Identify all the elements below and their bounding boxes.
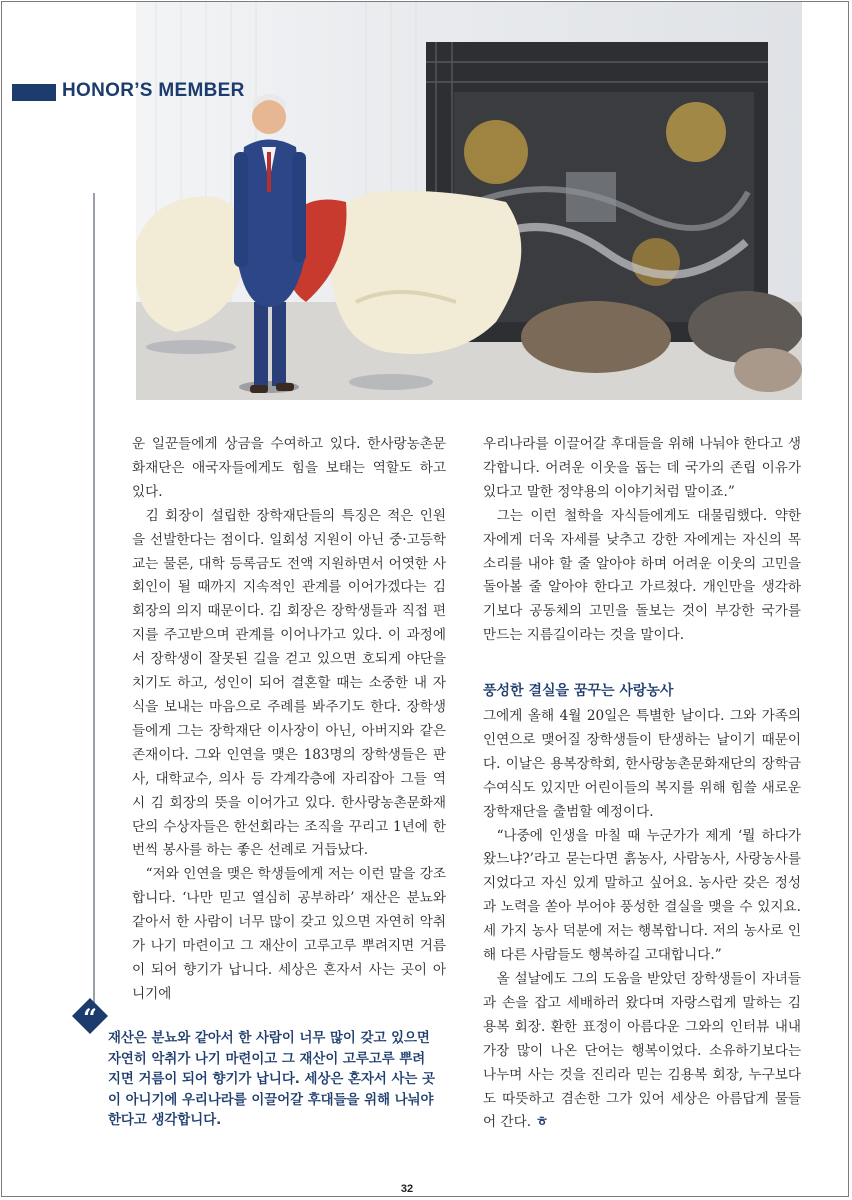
paragraph: 그에게 올해 4월 20일은 특별한 날이다. 그와 가족의 인연으로 맺어질 장학생들이 탄생하는 날이기 때문이다. 이날은 용복장학회, 한사랑농촌문화재단의 장학금 수여식도 있지만 어린이들의 복지를 위해 힘쓸 새로운 장학재단을 출범할 예정이다. xyxy=(483,708,801,820)
paragraph: 우리나라를 이끌어갈 후대들을 위해 나눠야 한다고 생각합니다. 어려운 이웃을 돕는 데 국가의 존립 이유가 있다고 말한 정약용의 이야기처럼 말이죠.” xyxy=(483,436,801,500)
article-column-left xyxy=(132,433,446,1007)
article-column-right-top xyxy=(483,433,801,648)
quote-mark: “ xyxy=(83,1003,97,1032)
paragraph: 그는 이런 철학을 자식들에게도 대물림했다. 약한 자에게 더욱 자세를 낮추고 강한 자에게는 자신의 목소리를 내야 할 줄 알아야 하며 어려운 이웃의 고민을 돌아볼 줄 알아야 한다고 가르쳤다. 개인만을 생각하기보다 공동체의 고민을 돌보는 것이 부강한 국가를 만드는 지름길이라는 것을 말이다. xyxy=(483,507,801,644)
subheading: 풍성한 결실을 꿈꾸는 사랑농사 xyxy=(483,683,674,699)
hero-photo-illustration xyxy=(136,2,802,400)
page-number: 32 xyxy=(400,1183,414,1195)
paragraph-text: 올 설날에도 그의 도움을 받았던 장학생들이 자녀들과 손을 잡고 세배하러 왔다며 자랑스럽게 말하는 김용복 회장. 환한 표정이 아름다운 그와의 인터뷰 내내 가장 많이 나온 단어는 행복이었다. 소유하기보다는 나누며 사는 것을 진리라 믿는 김용복 회장, 누구보다도 따뜻하고 겸손한 그가 있어 세상은 아름답게 물들어 간다. xyxy=(483,970,801,1131)
paragraph xyxy=(483,968,801,1135)
quote-icon xyxy=(72,998,108,1034)
article-column-right-bottom xyxy=(483,705,801,1135)
paragraph: 김 회장이 설립한 장학재단들의 특징은 적은 인원을 선발한다는 점이다. 일회성 지원이 아닌 중·고등학교는 물론, 대학 등록금도 전액 지원하면서 어엿한 사회인이 될 때까지 지속적인 관계를 이어가겠다는 김 회장의 의지 때문이다. 김 회장은 장학생들과 직접 편지를 주고받으며 관계를 이어나가고 있다. 이 과정에서 장학생이 잘못된 길을 걷고 있으면 호되게 야단을 치기도 하고, 성인이 되어 결혼할 때는 소중한 내 자식을 보내는 마음으로 주례를 봐주기도 한다. 장학생들에게 그는 장학재단 이사장이 아닌, 아버지와 같은 존재이다. 그와 인연을 맺은 183명의 장학생들은 판사, 대학교수, 의사 등 각계각층에 자리잡아 그들 역시 김 회장의 뜻을 이어가고 있다. 한사랑농촌문화재단의 수상자들은 한선회라는 조직을 꾸리고 1년에 한 번씩 봉사를 하는 좋은 선례로 거듭났다. xyxy=(132,507,447,859)
paragraph: 운 일꾼들에게 상금을 수여하고 있다. 한사랑농촌문화재단은 애국자들에게도 힘을 보태는 역할도 하고 있다. xyxy=(132,436,446,500)
section-bar xyxy=(12,84,56,101)
left-rule xyxy=(93,193,95,1003)
paragraph: “저와 인연을 맺은 학생들에게 저는 이런 말을 강조합니다. ‘나만 믿고 열심히 공부하라’ 재산은 분뇨와 같아서 한 사람이 너무 많이 갖고 있으면 자연히 악취가 나기 마련이고 그 재산이 고루고루 뿌려지면 거름이 되어 향기가 납니다. 세상은 혼자서 사는 곳이 아니기에 xyxy=(132,866,446,1002)
pull-quote: 재산은 분뇨와 같아서 한 사람이 너무 많이 갖고 있으면 자연히 악취가 나기 마련이고 그 재산이 고루고루 뿌려지면 거름이 되어 향기가 납니다. 세상은 혼자서 사는 곳이 아니기에 우리나라를 이끌어갈 후대들을 위해 나눠야 한다고 생각합니다. xyxy=(108,1031,435,1128)
end-mark: ㅎ xyxy=(535,1114,549,1131)
section-title: HONOR’S MEMBER xyxy=(62,80,245,101)
paragraph: “나중에 인생을 마칠 때 누군가가 제게 ‘뭘 하다가 왔느냐?’라고 묻는다면 흙농사, 사람농사, 사랑농사를 지었다고 자신 있게 말하고 싶어요. 농사란 갖은 정성과 노력을 쏟아 부어야 풍성한 결실을 맺을 수 있지요. 세 가지 농사 덕분에 저는 행복합니다. 저의 농사로 인해 다른 사람들도 행복하길 고대합니다.” xyxy=(483,827,801,964)
hero-photo xyxy=(136,2,802,400)
